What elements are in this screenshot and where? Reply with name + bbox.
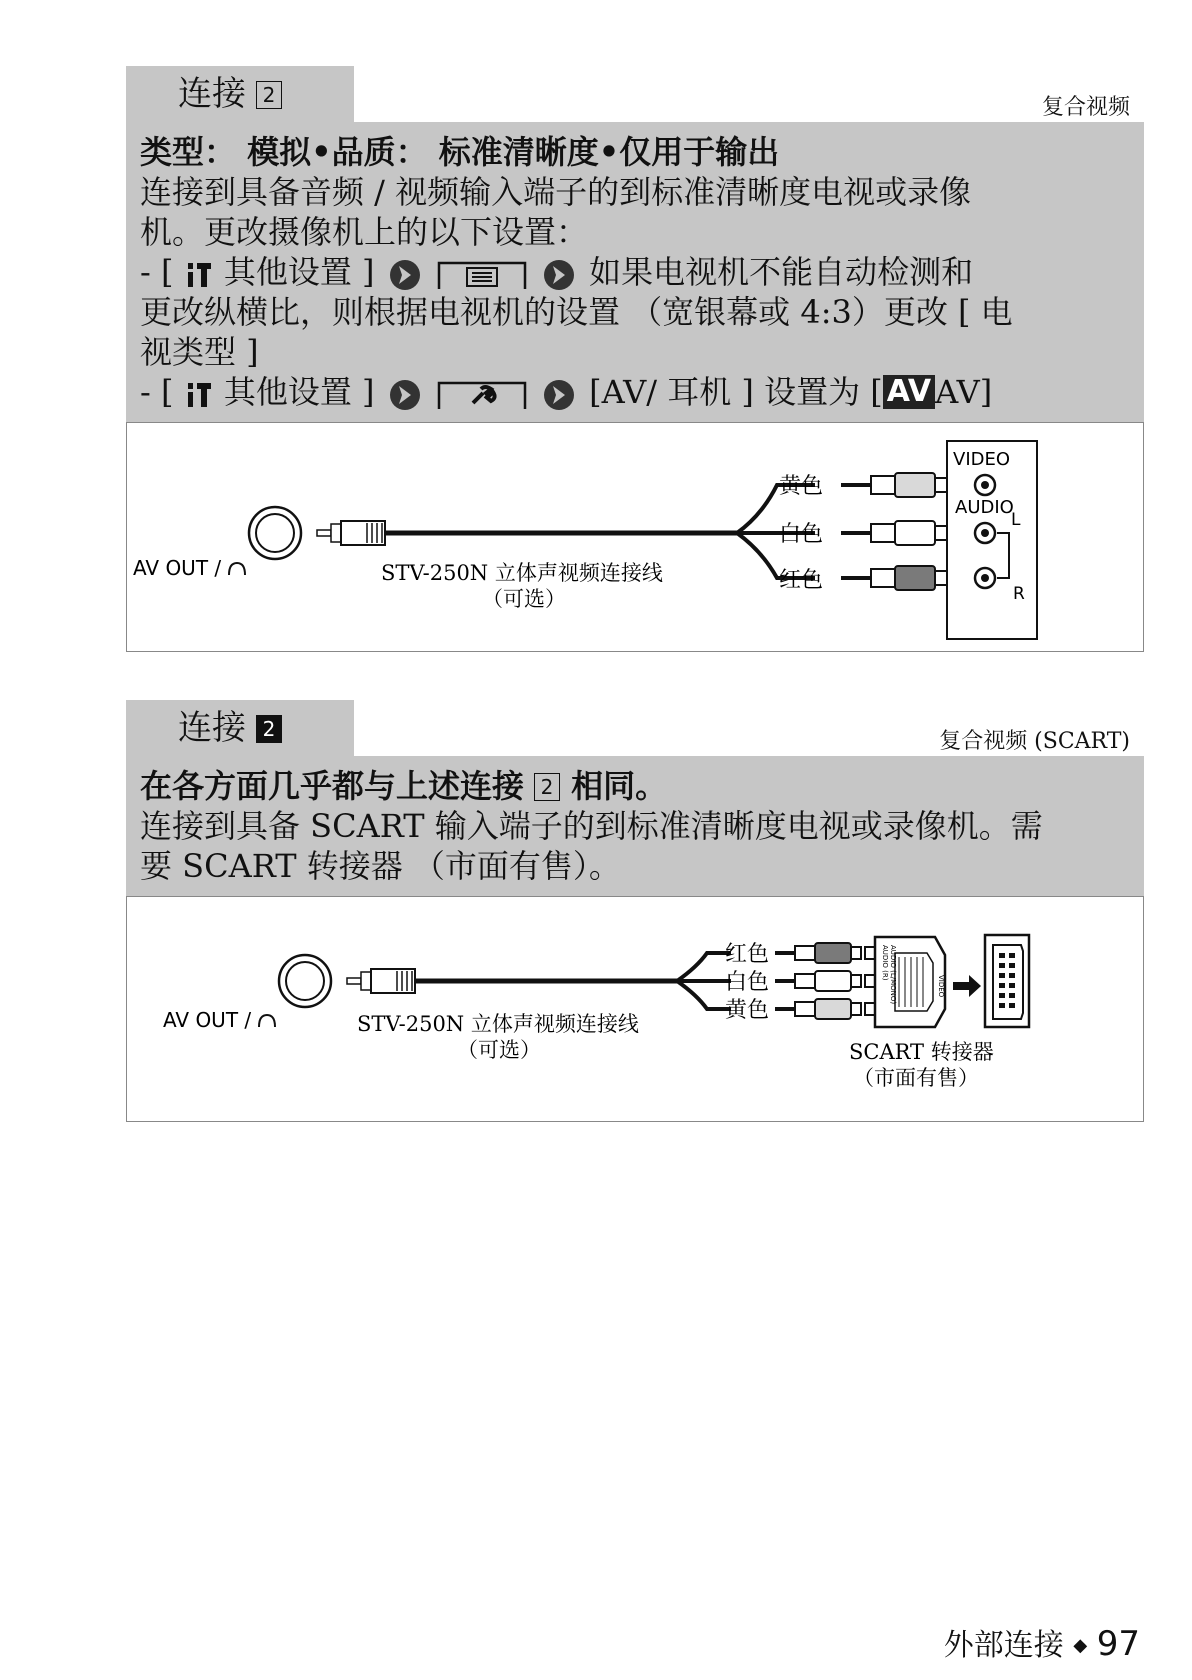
- section2-heading: [140, 766, 1130, 806]
- arrow-right-icon: [953, 975, 981, 997]
- step1-prefix: - [: [140, 253, 174, 291]
- rca-plug-white: [841, 521, 947, 545]
- rca-plug-red: [775, 943, 861, 963]
- section1-line1: 连接到具备音频 / 视频输入端子的到标准清晰度电视或录像: [140, 173, 972, 211]
- plug-label-yellow: 黄色: [779, 474, 824, 499]
- section2-tab: [126, 700, 354, 756]
- section1-tab-number: 2: [256, 81, 282, 109]
- section1-line4: 更改纵横比，则根据电视机的设置 （宽银幕或 4:3）更改 [ 电: [140, 293, 1013, 331]
- section2-right-label: 复合视频 (SCART): [939, 729, 1130, 754]
- rca-plug-red: [841, 566, 947, 590]
- adapter-video: VIDEO: [937, 975, 945, 998]
- tv-audio-label: AUDIO: [955, 497, 1014, 518]
- step1-text: 如果电视机不能自动检测和: [589, 253, 974, 291]
- section2-diagram: [126, 896, 1144, 1122]
- plug-label-white: 白色: [779, 522, 824, 547]
- arrow-right-icon: [539, 259, 579, 291]
- scart-adapter-icon: [865, 937, 945, 1027]
- rca-plug-yellow: [775, 999, 861, 1019]
- section1-diagram: [126, 422, 1144, 652]
- plug-label-red: 红色: [725, 942, 770, 967]
- scart-socket-icon: [985, 935, 1029, 1027]
- section2-heading-pre: 在各方面几乎都与上述连接: [140, 767, 525, 805]
- plug-label-yellow: 黄色: [725, 998, 770, 1023]
- display-settings-icon: [435, 259, 529, 291]
- rca-plug-white: [775, 971, 861, 991]
- plug-label-white: 白色: [725, 970, 770, 995]
- section1-heading: 类型： 模拟•品质： 标准清晰度•仅用于输出: [140, 133, 780, 171]
- step2-text: [AV/ 耳机 ] 设置为 [: [589, 373, 883, 411]
- footer-section-name: 外部连接: [943, 1628, 1064, 1663]
- tv-r-label: R: [1013, 584, 1025, 604]
- av-out-label: AV OUT /: [163, 1008, 252, 1032]
- other-settings-icon: [184, 259, 214, 291]
- cable-note: （可选）: [482, 587, 566, 611]
- connection-diagram-composite: [127, 423, 1143, 651]
- section1-step2: [140, 372, 1130, 412]
- step1-menu: 其他设置 ]: [223, 253, 375, 291]
- headphones-icon: [229, 563, 245, 575]
- plug-label-red: 红色: [779, 568, 824, 593]
- cable-note: （可选）: [457, 1038, 541, 1062]
- adapter-audio-r: AUDIO (R): [881, 945, 889, 981]
- connection-diagram-scart: [127, 897, 1143, 1121]
- mini-plug-icon: [317, 530, 331, 536]
- step2-end: AV]: [935, 373, 993, 411]
- cable-label: STV-250N 立体声视频连接线: [357, 1012, 639, 1036]
- adapter-label: SCART 转接器: [849, 1040, 994, 1064]
- adapter-note: （市面有售）: [853, 1066, 979, 1090]
- mini-plug-icon: [347, 978, 361, 984]
- step2-menu: 其他设置 ]: [223, 373, 375, 411]
- arrow-right-icon: [385, 259, 425, 291]
- section2-tab-number: 2: [256, 715, 282, 743]
- section1-line2: 机。更改摄像机上的以下设置：: [140, 213, 589, 251]
- section2-tab-label: 连接: [178, 708, 246, 748]
- av-badge: AV: [883, 375, 935, 409]
- section2-heading-number: 2: [534, 773, 560, 801]
- arrow-right-icon: [539, 379, 579, 411]
- page-number: 97: [1096, 1624, 1140, 1664]
- step2-prefix: - [: [140, 373, 174, 411]
- section2-line1: 连接到具备 SCART 输入端子的到标准清晰度电视或录像机。需: [140, 807, 1043, 845]
- section1-description: [126, 122, 1144, 422]
- wrench-icon: [435, 379, 529, 411]
- section1-tab: [126, 66, 354, 122]
- other-settings-icon: [184, 379, 214, 411]
- av-out-label: AV OUT /: [133, 556, 222, 580]
- rca-plug-yellow: [841, 473, 947, 497]
- arrow-right-icon: [385, 379, 425, 411]
- tv-video-label: VIDEO: [953, 449, 1011, 470]
- section1-tab-label: 连接: [178, 74, 246, 114]
- headphones-icon: [259, 1015, 275, 1027]
- section2-description: [126, 756, 1144, 896]
- section2-line2: 要 SCART 转接器 （市面有售）。: [140, 847, 621, 885]
- footer-bullet-icon: ◆: [1073, 1635, 1088, 1656]
- section1-right-label: 复合视频: [1041, 95, 1130, 120]
- section2-heading-post: 相同。: [571, 767, 668, 805]
- tv-l-label: L: [1011, 510, 1021, 530]
- adapter-audio-l: AUDIO (L/MONO): [889, 945, 897, 1005]
- section1-step1: [140, 252, 1130, 292]
- page-footer: [944, 1620, 1140, 1664]
- cable-label: STV-250N 立体声视频连接线: [381, 561, 663, 585]
- section1-line5: 视类型 ]: [140, 333, 259, 371]
